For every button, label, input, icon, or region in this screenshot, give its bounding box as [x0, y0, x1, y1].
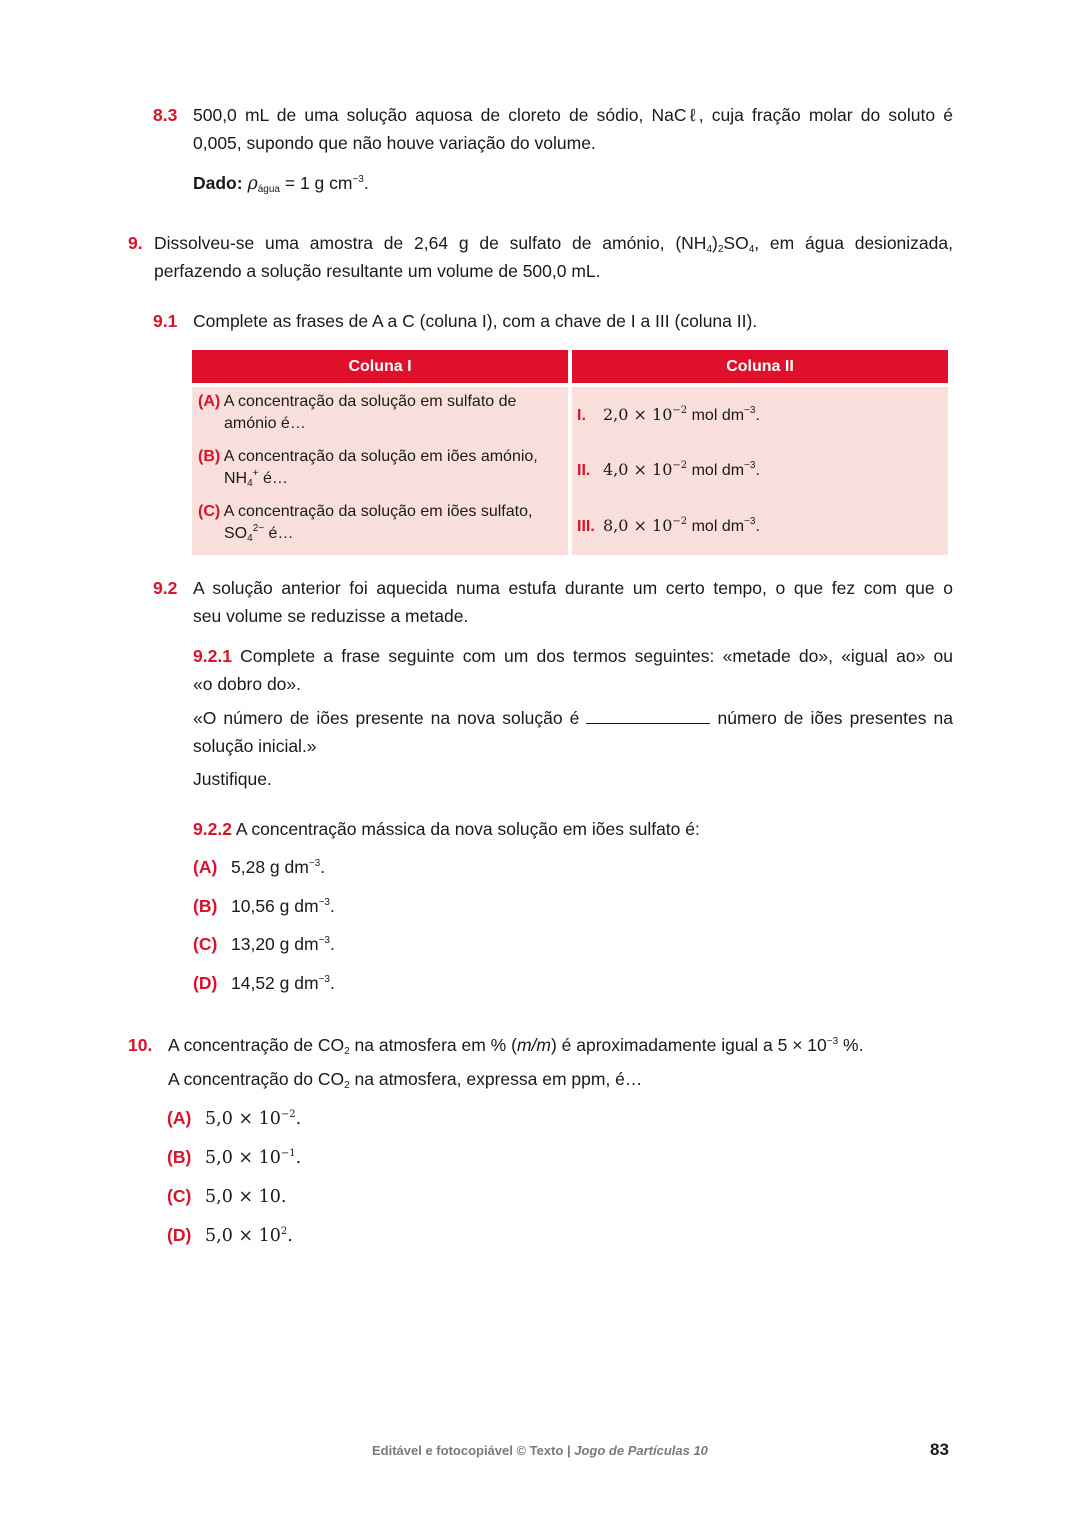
option-c[interactable]: (C) 5,0 × 10.: [167, 1186, 287, 1207]
given-label: Dado:: [193, 173, 243, 193]
option-c[interactable]: (C) 13,20 g $dm^{-3}$.: [193, 934, 335, 954]
fill-in-sentence-end: solução inicial.»: [193, 736, 317, 756]
key-ii: II. $4,0 \times 10^{-2}$ mol $dm^{-3}$.: [577, 460, 760, 479]
footer-credit: Editável e fotocopiável © Texto | Jogo de Partículas 10: [372, 1443, 708, 1458]
page-number: 83: [930, 1440, 949, 1459]
given-data: Dado: $\rho_{água} = 1$ g $cm^{-3}$.: [193, 173, 369, 195]
column-header: Coluna II: [572, 350, 948, 383]
answer-blank[interactable]: [586, 707, 710, 724]
question-text-line: «o dobro do».: [193, 674, 302, 694]
question-9-1: [153, 307, 953, 335]
option-d[interactable]: (D) 14,52 g $dm^{-3}$.: [193, 973, 335, 993]
question-10: [128, 1031, 953, 1093]
question-8-3: [153, 101, 953, 198]
key-i: I. $2,0 \times 10^{-2}$ mol $dm^{-3}$.: [577, 405, 760, 424]
statement-b: (B) A concentração da solução em iões amónio, $NH_4^+$ é…: [198, 448, 538, 489]
fill-in-sentence: «O número de iões presente na nova solução é número de iões presentes na: [193, 708, 954, 728]
question-9-2-1: [193, 642, 953, 793]
question-text: 9.2.2 A concentração mássica da nova solução em iões sulfato é:: [193, 819, 700, 839]
question-number: 9.2: [153, 578, 178, 598]
question-text-line: A concentração de $CO_2$ na atmosfera em % (m/m) é aproximadamente igual a $5 \times 10^{-3}$ %.: [168, 1035, 864, 1057]
option-a[interactable]: (A) 5,28 g $dm^{-3}$.: [193, 857, 326, 877]
column-2: [572, 350, 948, 555]
question-text-line: 500,0 mL de uma solução aquosa de cloreto de sódio, NaCℓ, cuja fração molar do soluto é: [193, 105, 953, 125]
option-b[interactable]: (B) 10,56 g $dm^{-3}$.: [193, 896, 335, 916]
question-number: 10.: [128, 1035, 153, 1055]
question-text-line: Dissolveu-se uma amostra de 2,64 g de sulfato de amónio, $(NH_4)_2SO_4$, em água desionizada,: [154, 233, 953, 255]
question-text-line: A solução anterior foi aquecida numa estufa durante um certo tempo, o que fez com que o: [193, 578, 953, 598]
option-d[interactable]: (D) $5,0 \times 10^2$.: [167, 1225, 293, 1246]
key-iii: III. $8,0 \times 10^{-2}$ mol $dm^{-3}$.: [577, 516, 760, 535]
option-b[interactable]: (B) $5,0 \times 10^{-1}$.: [167, 1147, 302, 1168]
question-text-line: 0,005, supondo que não houve variação do volume.: [193, 133, 596, 153]
question-number: 9.: [128, 233, 143, 253]
column-body: [572, 387, 948, 555]
justify-instruction: Justifique.: [193, 769, 272, 789]
question-text-line: perfazendo a solução resultante um volume de 500,0 mL.: [154, 261, 601, 281]
book-title: Jogo de Partículas 10: [574, 1443, 708, 1458]
column-1: [192, 350, 568, 555]
question-9: [128, 229, 953, 285]
option-a[interactable]: (A) $5,0 \times 10^{-2}$.: [167, 1108, 302, 1129]
question-text-line: seu volume se reduzisse a metade.: [193, 606, 469, 626]
question-text-line: 9.2.1 Complete a frase seguinte com um dos termos seguintes: «metade do», «igual ao» ou: [193, 646, 953, 666]
question-9-2: [153, 574, 953, 630]
statement-a: (A) A concentração da solução em sulfato de amónio é…: [198, 393, 517, 432]
column-header: Coluna I: [192, 350, 568, 383]
statement-c: (C) A concentração da solução em iões sulfato, $SO_4^{2-}$ é…: [198, 503, 533, 544]
column-body: [192, 387, 568, 555]
question-number: 8.3: [153, 105, 178, 125]
question-text-line: A concentração do $CO_2$ na atmosfera, expressa em ppm, é…: [168, 1069, 643, 1091]
question-number: 9.1: [153, 311, 178, 331]
question-number: 9.2.2: [193, 819, 232, 839]
question-number: 9.2.1: [193, 646, 232, 666]
matching-table: [192, 350, 948, 555]
question-text: Complete as frases de A a C (coluna I), com a chave de I a III (coluna II).: [193, 311, 758, 331]
question-9-2-2: [193, 815, 953, 843]
